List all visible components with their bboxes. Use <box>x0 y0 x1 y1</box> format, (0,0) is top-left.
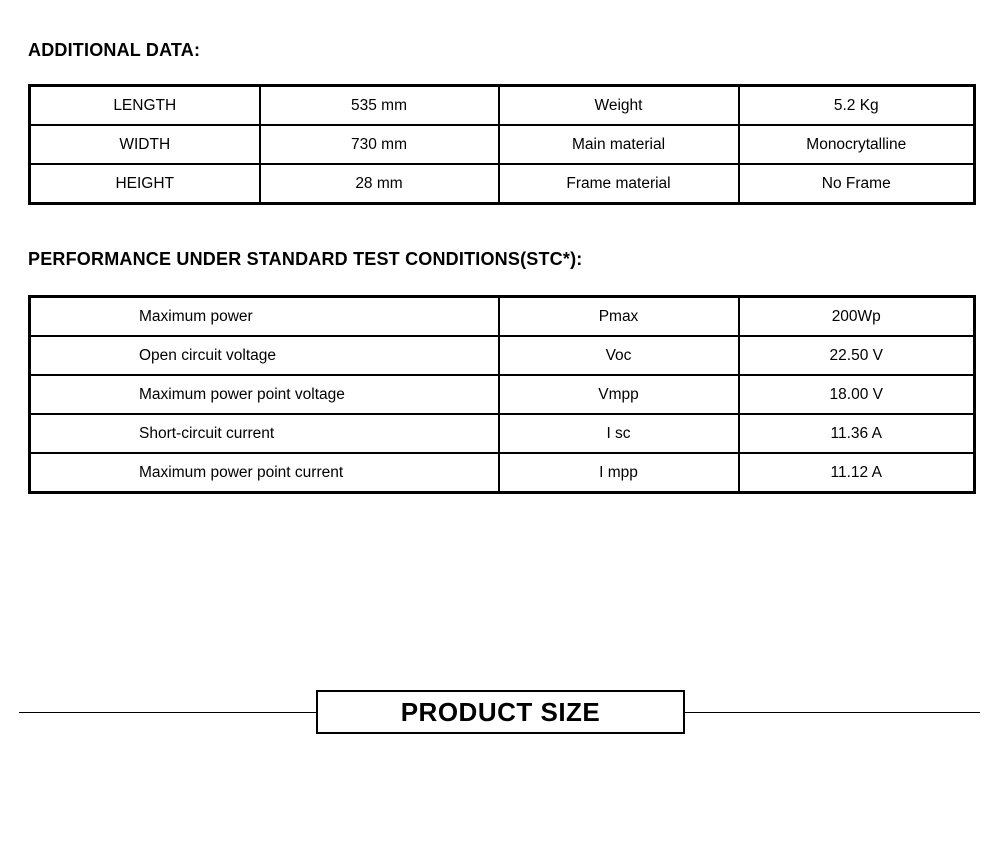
table-row <box>30 86 975 126</box>
property-label: Main material <box>499 125 739 164</box>
product-size-title: PRODUCT SIZE <box>400 696 601 727</box>
parameter-value: 11.36 A <box>739 414 975 453</box>
parameter-symbol: Vmpp <box>499 375 739 414</box>
parameter-name: Short-circuit current <box>30 414 499 453</box>
dimension-value: 535 mm <box>260 86 499 126</box>
table-row <box>30 164 975 204</box>
dimension-label: LENGTH <box>30 86 260 126</box>
performance-table <box>28 295 976 494</box>
table-row <box>30 414 975 453</box>
parameter-value: 200Wp <box>739 297 975 337</box>
parameter-name: Open circuit voltage <box>30 336 499 375</box>
table-row <box>30 453 975 493</box>
dimension-label: WIDTH <box>30 125 260 164</box>
dimension-value: 730 mm <box>260 125 499 164</box>
performance-heading: PERFORMANCE UNDER STANDARD TEST CONDITIONS(STC*): <box>28 249 583 269</box>
product-size-banner <box>316 690 685 734</box>
property-value: 5.2 Kg <box>739 86 975 126</box>
dimension-label: HEIGHT <box>30 164 260 204</box>
parameter-value: 18.00 V <box>739 375 975 414</box>
parameter-name: Maximum power point current <box>30 453 499 493</box>
parameter-value: 22.50 V <box>739 336 975 375</box>
table-row <box>30 375 975 414</box>
property-label: Frame material <box>499 164 739 204</box>
property-label: Weight <box>499 86 739 126</box>
parameter-symbol: Voc <box>499 336 739 375</box>
property-value: Monocrytalline <box>739 125 975 164</box>
additional-data-table <box>28 84 976 205</box>
parameter-name: Maximum power point voltage <box>30 375 499 414</box>
property-value: No Frame <box>739 164 975 204</box>
parameter-symbol: Pmax <box>499 297 739 337</box>
table-row <box>30 125 975 164</box>
dimension-value: 28 mm <box>260 164 499 204</box>
additional-data-heading: ADDITIONAL DATA: <box>28 40 201 60</box>
parameter-value: 11.12 A <box>739 453 975 493</box>
parameter-symbol: I mpp <box>499 453 739 493</box>
table-row <box>30 297 975 337</box>
parameter-symbol: I sc <box>499 414 739 453</box>
parameter-name: Maximum power <box>30 297 499 337</box>
table-row <box>30 336 975 375</box>
